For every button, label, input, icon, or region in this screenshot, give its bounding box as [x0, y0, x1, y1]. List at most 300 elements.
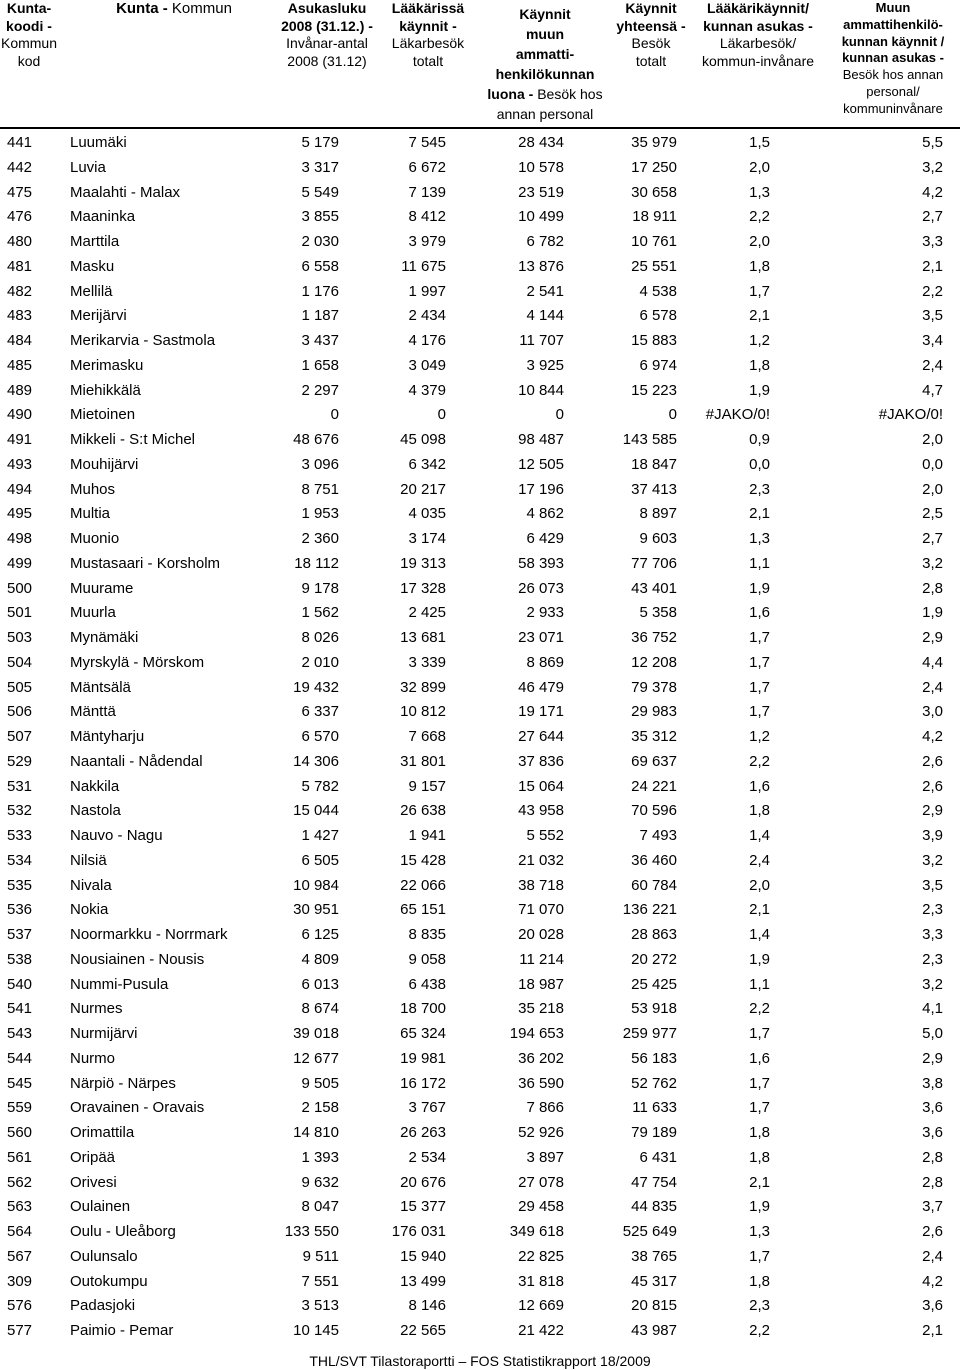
header-doctor-visits [372, 0, 484, 70]
cell-other-per-capita: 0,0 [922, 455, 943, 473]
cell-total-visits: 44 835 [631, 1198, 677, 1216]
cell-total-visits: 43 987 [631, 1322, 677, 1339]
cell-other-visits: 3 897 [526, 1148, 564, 1166]
cell-doctor-visits: 6 342 [408, 455, 446, 473]
cell-code: 501 [7, 604, 33, 622]
cell-doctor-visits: 15 940 [400, 1247, 446, 1265]
cell-other-visits: 3 925 [526, 356, 564, 374]
cell-name: Muhos [70, 480, 116, 498]
cell-other-per-capita: 3,0 [922, 703, 943, 721]
cell-code: 560 [7, 1124, 33, 1141]
cell-other-per-capita: 3,3 [922, 233, 943, 250]
cell-population: 1 427 [301, 827, 339, 844]
cell-doctor-visits: 6 672 [408, 158, 446, 176]
cell-population: 6 505 [301, 851, 339, 869]
cell-code: 544 [7, 1049, 33, 1067]
cell-name: Naantali - Nådendal [70, 752, 203, 770]
table-row [0, 304, 960, 329]
header-otherpc-line: personal/ [866, 83, 920, 99]
cell-total-visits: 20 815 [631, 1297, 677, 1315]
cell-total-visits: 43 401 [631, 579, 677, 597]
cell-code: 540 [7, 975, 33, 993]
cell-name: Miehikkälä [70, 381, 141, 399]
cell-other-visits: 194 653 [509, 1025, 564, 1042]
header-otherpc-line: kunnan asukas - [842, 50, 944, 66]
cell-other-per-capita: 1,9 [922, 604, 943, 622]
table-row [0, 948, 960, 973]
cell-other-visits: 2 933 [526, 604, 564, 622]
header-code-line: Kommun [0, 35, 58, 51]
table-row [0, 205, 960, 230]
table-row [0, 700, 960, 725]
cell-other-per-capita: 2,3 [922, 901, 943, 919]
cell-name: Muurla [70, 604, 116, 622]
table-row [0, 181, 960, 206]
cell-doctor-per-capita: 1,9 [749, 950, 770, 968]
cell-other-visits: 23 071 [518, 629, 564, 646]
table-row [0, 280, 960, 305]
header-docpc-line: Läkarbesök/ [719, 35, 797, 51]
cell-code: 541 [7, 1000, 33, 1018]
header-docpc-line: Lääkärikäynnit/ [707, 0, 809, 16]
table-row [0, 874, 960, 899]
cell-doctor-visits: 1 941 [408, 827, 446, 844]
cell-name: Multia [70, 505, 111, 523]
header-otherpc-line: kommuninvånare [843, 100, 943, 116]
cell-other-per-capita: 2,4 [922, 356, 943, 374]
cell-other-per-capita: 3,8 [922, 1074, 943, 1092]
cell-doctor-visits: 65 151 [400, 901, 446, 919]
table-row [0, 1146, 960, 1171]
cell-other-visits: 36 202 [518, 1049, 564, 1067]
table-row [0, 799, 960, 824]
cell-doctor-per-capita: 2,3 [749, 480, 770, 498]
table-row [0, 428, 960, 453]
cell-doctor-visits: 65 324 [400, 1025, 446, 1042]
cell-total-visits: 6 578 [639, 307, 677, 325]
cell-doctor-per-capita: 1,3 [749, 183, 770, 201]
cell-other-per-capita: 2,1 [922, 1322, 943, 1339]
cell-name: Nousiainen - Nousis [70, 950, 205, 968]
cell-population: 10 145 [293, 1322, 339, 1339]
cell-code: 504 [7, 653, 33, 671]
cell-doctor-per-capita: 2,1 [749, 901, 770, 919]
cell-other-visits: 6 782 [526, 233, 564, 250]
table-row [0, 601, 960, 626]
cell-other-per-capita: 3,2 [922, 158, 943, 176]
cell-name: Masku [70, 257, 115, 275]
cell-population: 9 511 [302, 1247, 339, 1265]
cell-code: 484 [7, 332, 33, 349]
cell-code: 562 [7, 1173, 33, 1191]
cell-population: 8 047 [301, 1198, 339, 1216]
cell-other-visits: 28 434 [518, 134, 564, 151]
cell-name: Paimio - Pemar [70, 1322, 174, 1339]
cell-doctor-visits: 20 217 [400, 480, 446, 498]
cell-total-visits: 136 221 [622, 901, 677, 919]
header-code-line: kod [17, 52, 41, 69]
cell-doctor-per-capita: 2,2 [749, 1322, 770, 1339]
cell-other-visits: 26 073 [518, 579, 564, 597]
table-row [0, 156, 960, 181]
header-otherpc-line: ammattihenkilö- [843, 16, 943, 32]
cell-population: 1 187 [301, 307, 339, 325]
cell-population: 8 751 [301, 480, 339, 498]
cell-name: Mäntsälä [70, 678, 131, 696]
cell-other-visits: 22 825 [518, 1247, 564, 1265]
cell-total-visits: 38 765 [631, 1247, 677, 1265]
cell-doctor-per-capita: 1,6 [749, 1049, 770, 1067]
cell-total-visits: 29 983 [631, 703, 677, 721]
cell-code: 563 [7, 1198, 33, 1216]
table-row [0, 527, 960, 552]
cell-other-visits: 10 499 [518, 208, 564, 226]
cell-total-visits: 79 378 [631, 678, 677, 696]
cell-doctor-visits: 20 676 [400, 1173, 446, 1191]
cell-name: Oripää [70, 1148, 116, 1166]
cell-code: 483 [7, 307, 33, 325]
table-row [0, 552, 960, 577]
cell-other-per-capita: 2,4 [922, 1247, 943, 1265]
cell-other-per-capita: 3,6 [922, 1297, 943, 1315]
cell-name: Oulainen [70, 1198, 131, 1216]
header-other-line: muun [525, 26, 565, 42]
cell-name: Nokia [70, 901, 109, 919]
cell-doctor-visits: 2 425 [408, 604, 446, 622]
cell-population: 3 437 [301, 332, 339, 349]
cell-doctor-per-capita: 1,8 [749, 1124, 770, 1141]
cell-other-visits: 15 064 [518, 777, 564, 795]
cell-other-per-capita: 2,6 [922, 1223, 943, 1240]
table-row [0, 997, 960, 1022]
cell-other-per-capita: 3,6 [922, 1124, 943, 1141]
cell-doctor-per-capita: 1,4 [749, 827, 770, 844]
cell-name: Muurame [70, 579, 134, 597]
cell-name: Nurmo [70, 1049, 116, 1067]
table-row [0, 230, 960, 255]
table-row [0, 775, 960, 800]
cell-doctor-visits: 19 981 [400, 1049, 446, 1067]
cell-other-visits: 31 818 [518, 1272, 564, 1290]
cell-total-visits: 36 460 [631, 851, 677, 869]
cell-total-visits: 35 312 [631, 728, 677, 745]
cell-population: 7 551 [301, 1272, 339, 1290]
cell-population: 18 112 [294, 554, 339, 572]
cell-doctor-visits: 9 058 [408, 950, 446, 968]
cell-other-per-capita: 4,4 [922, 653, 943, 671]
cell-other-visits: 27 078 [518, 1173, 564, 1191]
cell-doctor-per-capita: 1,9 [749, 381, 770, 399]
cell-population: 48 676 [293, 431, 339, 448]
cell-other-per-capita: 2,0 [922, 431, 943, 448]
cell-total-visits: 20 272 [631, 950, 677, 968]
cell-population: 9 632 [301, 1173, 339, 1191]
cell-doctor-per-capita: 1,7 [749, 678, 770, 696]
cell-population: 6 558 [301, 257, 339, 275]
cell-other-per-capita: 4,2 [922, 728, 943, 745]
cell-code: 482 [7, 282, 33, 300]
cell-population: 1 393 [301, 1148, 339, 1166]
cell-population: 5 549 [301, 183, 339, 201]
cell-code: 480 [7, 233, 33, 250]
cell-doctor-visits: 7 139 [408, 183, 446, 201]
cell-other-visits: 58 393 [518, 554, 564, 572]
cell-code: 441 [7, 134, 33, 151]
cell-doctor-per-capita: 1,4 [749, 926, 770, 943]
cell-doctor-per-capita: 0,0 [749, 455, 770, 473]
cell-name: Mietoinen [70, 406, 136, 424]
cell-population: 5 179 [301, 134, 339, 151]
cell-doctor-per-capita: 0,9 [749, 431, 770, 448]
header-other-line: Käynnit [519, 6, 571, 22]
cell-other-visits: 11 707 [519, 332, 564, 349]
table-row [0, 403, 960, 428]
cell-doctor-visits: 15 428 [400, 851, 446, 869]
cell-total-visits: 79 189 [631, 1124, 677, 1141]
header-pop-line: Invånar-antal [286, 35, 368, 51]
cell-doctor-per-capita: 2,4 [749, 851, 770, 869]
cell-other-visits: 6 429 [526, 530, 564, 547]
cell-code: 489 [7, 381, 33, 399]
table-row [0, 923, 960, 948]
header-code-line: Kunta- [6, 0, 52, 16]
cell-name: Nakkila [70, 777, 120, 795]
cell-other-visits: 17 196 [518, 480, 564, 498]
cell-doctor-per-capita: 2,0 [749, 876, 770, 894]
cell-other-visits: 349 618 [509, 1223, 564, 1240]
cell-population: 10 984 [293, 876, 339, 894]
cell-population: 5 782 [301, 777, 339, 795]
cell-name: Orimattila [70, 1124, 135, 1141]
cell-population: 2 010 [301, 653, 339, 671]
cell-doctor-visits: 8 146 [408, 1297, 446, 1315]
cell-other-per-capita: 4,1 [922, 1000, 943, 1018]
header-total-line: yhteensä - [616, 17, 686, 34]
table-body [0, 131, 960, 1344]
cell-name: Merijärvi [70, 307, 127, 325]
cell-code: 535 [7, 876, 33, 894]
table-row [0, 1294, 960, 1319]
cell-doctor-per-capita: 1,3 [749, 1223, 770, 1240]
header-docpc-line: kommun-invånare [701, 52, 815, 69]
cell-total-visits: 45 317 [631, 1272, 677, 1290]
cell-other-visits: 35 218 [518, 1000, 564, 1018]
table-row [0, 1121, 960, 1146]
cell-name: Outokumpu [70, 1272, 148, 1290]
cell-doctor-per-capita: 2,0 [749, 233, 770, 250]
cell-doctor-visits: 2 534 [408, 1148, 446, 1166]
cell-total-visits: 5 358 [639, 604, 677, 622]
cell-other-visits: 2 541 [526, 282, 564, 300]
cell-other-per-capita: 2,1 [922, 257, 943, 275]
table-row [0, 577, 960, 602]
cell-doctor-per-capita: 1,7 [749, 629, 770, 646]
cell-population: 1 658 [301, 356, 339, 374]
cell-total-visits: 70 596 [631, 802, 677, 820]
cell-population: 2 297 [301, 381, 339, 399]
cell-name: Nauvo - Nagu [70, 827, 163, 844]
cell-doctor-per-capita: 1,8 [749, 802, 770, 820]
cell-doctor-per-capita: 2,0 [749, 158, 770, 176]
cell-code: 545 [7, 1074, 33, 1092]
cell-total-visits: 0 [668, 406, 677, 424]
header-otherpc-line: kunnan käynnit / [841, 33, 945, 49]
cell-total-visits: 9 603 [639, 530, 677, 547]
table-row [0, 973, 960, 998]
cell-total-visits: 259 977 [622, 1025, 677, 1042]
cell-name: Orivesi [70, 1173, 117, 1191]
cell-other-per-capita: 3,5 [922, 307, 943, 325]
cell-doctor-visits: 2 434 [408, 307, 446, 325]
cell-other-per-capita: 3,9 [922, 827, 943, 844]
cell-other-visits: 4 862 [526, 505, 564, 523]
header-pop-line: 2008 (31.12.) - [281, 17, 373, 34]
cell-name: Mikkeli - S:t Michel [70, 431, 196, 448]
header-otherpc-line: Besök hos annan [842, 67, 944, 83]
cell-name: Padasjoki [70, 1297, 136, 1315]
cell-total-visits: 37 413 [631, 480, 677, 498]
cell-total-visits: 77 706 [631, 554, 677, 572]
cell-doctor-per-capita: 1,2 [749, 728, 770, 745]
header-otherpc-line: Muun [875, 0, 911, 15]
cell-doctor-per-capita: 1,5 [749, 134, 770, 151]
header-doc-line: Läkarbesök [391, 35, 465, 51]
cell-other-visits: 27 644 [518, 728, 564, 745]
cell-code: 499 [7, 554, 33, 572]
cell-doctor-per-capita: 2,2 [749, 208, 770, 226]
cell-doctor-visits: 4 176 [408, 332, 446, 349]
cell-code: 476 [7, 208, 33, 226]
cell-other-per-capita: 2,7 [922, 530, 943, 547]
cell-name: Oulu - Uleåborg [70, 1223, 176, 1240]
cell-doctor-visits: 1 997 [408, 282, 446, 300]
table-row [0, 1096, 960, 1121]
cell-code: 442 [7, 158, 33, 176]
header-name [104, 0, 244, 18]
cell-doctor-per-capita: 2,1 [749, 307, 770, 325]
cell-name: Mustasaari - Korsholm [70, 554, 221, 572]
cell-doctor-visits: 11 675 [401, 257, 446, 275]
cell-population: 6 570 [301, 728, 339, 745]
cell-other-per-capita: 4,2 [922, 183, 943, 201]
header-code [0, 0, 58, 70]
header-other-line: ammatti- [515, 46, 575, 62]
cell-doctor-per-capita: #JAKO/0! [705, 406, 770, 424]
cell-doctor-visits: 8 835 [408, 926, 446, 943]
cell-code: 498 [7, 530, 33, 547]
cell-total-visits: 47 754 [631, 1173, 677, 1191]
cell-other-visits: 98 487 [518, 431, 564, 448]
cell-doctor-visits: 7 545 [408, 134, 446, 151]
cell-doctor-visits: 26 263 [400, 1124, 446, 1141]
header-other-line: annan personal [496, 106, 594, 122]
cell-other-per-capita: 2,8 [922, 1148, 943, 1166]
cell-population: 39 018 [293, 1025, 339, 1042]
cell-population: 3 513 [301, 1297, 339, 1315]
cell-other-visits: 0 [555, 406, 564, 424]
cell-name: Oulunsalo [70, 1247, 138, 1265]
cell-total-visits: 10 761 [631, 233, 677, 250]
cell-population: 8 674 [301, 1000, 339, 1018]
cell-population: 3 096 [301, 455, 339, 473]
cell-total-visits: 53 918 [631, 1000, 677, 1018]
cell-code: 532 [7, 802, 33, 820]
cell-population: 3 317 [301, 158, 339, 176]
table-header [0, 0, 960, 128]
table-row [0, 849, 960, 874]
cell-total-visits: 6 974 [639, 356, 677, 374]
cell-code: 481 [7, 257, 33, 275]
cell-other-visits: 10 578 [518, 158, 564, 176]
cell-name: Mänttä [70, 703, 116, 721]
table-row [0, 898, 960, 923]
cell-code: 536 [7, 901, 33, 919]
table-row [0, 750, 960, 775]
cell-code: 506 [7, 703, 33, 721]
cell-name: Mellilä [70, 282, 113, 300]
cell-code: 493 [7, 455, 33, 473]
cell-population: 6 337 [301, 703, 339, 721]
cell-total-visits: 12 208 [631, 653, 677, 671]
cell-other-visits: 12 505 [518, 455, 564, 473]
cell-doctor-visits: 32 899 [400, 678, 446, 696]
cell-doctor-per-capita: 2,2 [749, 752, 770, 770]
table-row [0, 1270, 960, 1295]
cell-name: Muonio [70, 530, 120, 547]
cell-total-visits: 69 637 [631, 752, 677, 770]
cell-other-per-capita: 2,4 [922, 678, 943, 696]
cell-doctor-visits: 13 499 [400, 1272, 446, 1290]
cell-population: 8 026 [301, 629, 339, 646]
cell-other-per-capita: #JAKO/0! [878, 406, 943, 424]
table-row [0, 255, 960, 280]
header-other-per-capita [830, 0, 956, 118]
cell-name: Myrskylä - Mörskom [70, 653, 205, 671]
cell-total-visits: 18 847 [631, 455, 677, 473]
cell-doctor-per-capita: 1,7 [749, 703, 770, 721]
cell-name: Luumäki [70, 134, 127, 151]
cell-doctor-visits: 7 668 [408, 728, 446, 745]
cell-population: 19 432 [293, 678, 339, 696]
cell-other-visits: 8 869 [526, 653, 564, 671]
cell-doctor-visits: 4 379 [408, 381, 446, 399]
cell-other-per-capita: 3,2 [922, 554, 943, 572]
cell-total-visits: 143 585 [622, 431, 677, 448]
cell-code: 537 [7, 926, 33, 943]
cell-code: 495 [7, 505, 33, 523]
cell-doctor-visits: 3 767 [408, 1099, 446, 1117]
table-row [0, 478, 960, 503]
cell-doctor-visits: 3 979 [408, 233, 446, 250]
table-row [0, 502, 960, 527]
table-row [0, 1195, 960, 1220]
cell-doctor-visits: 22 066 [400, 876, 446, 894]
header-pop-line: 2008 (31.12) [287, 52, 367, 69]
cell-total-visits: 56 183 [631, 1049, 677, 1067]
cell-total-visits: 4 538 [639, 282, 677, 300]
cell-code: 529 [7, 752, 33, 770]
cell-code: 561 [7, 1148, 33, 1166]
cell-other-visits: 71 070 [518, 901, 564, 919]
cell-other-per-capita: 3,2 [922, 975, 943, 993]
cell-doctor-per-capita: 1,7 [749, 1099, 770, 1117]
cell-name: Luvia [70, 158, 106, 176]
cell-other-visits: 13 876 [518, 257, 564, 275]
cell-doctor-visits: 6 438 [408, 975, 446, 993]
cell-doctor-per-capita: 1,1 [749, 975, 770, 993]
cell-other-per-capita: 2,3 [922, 950, 943, 968]
cell-name: Noormarkku - Norrmark [70, 926, 228, 943]
